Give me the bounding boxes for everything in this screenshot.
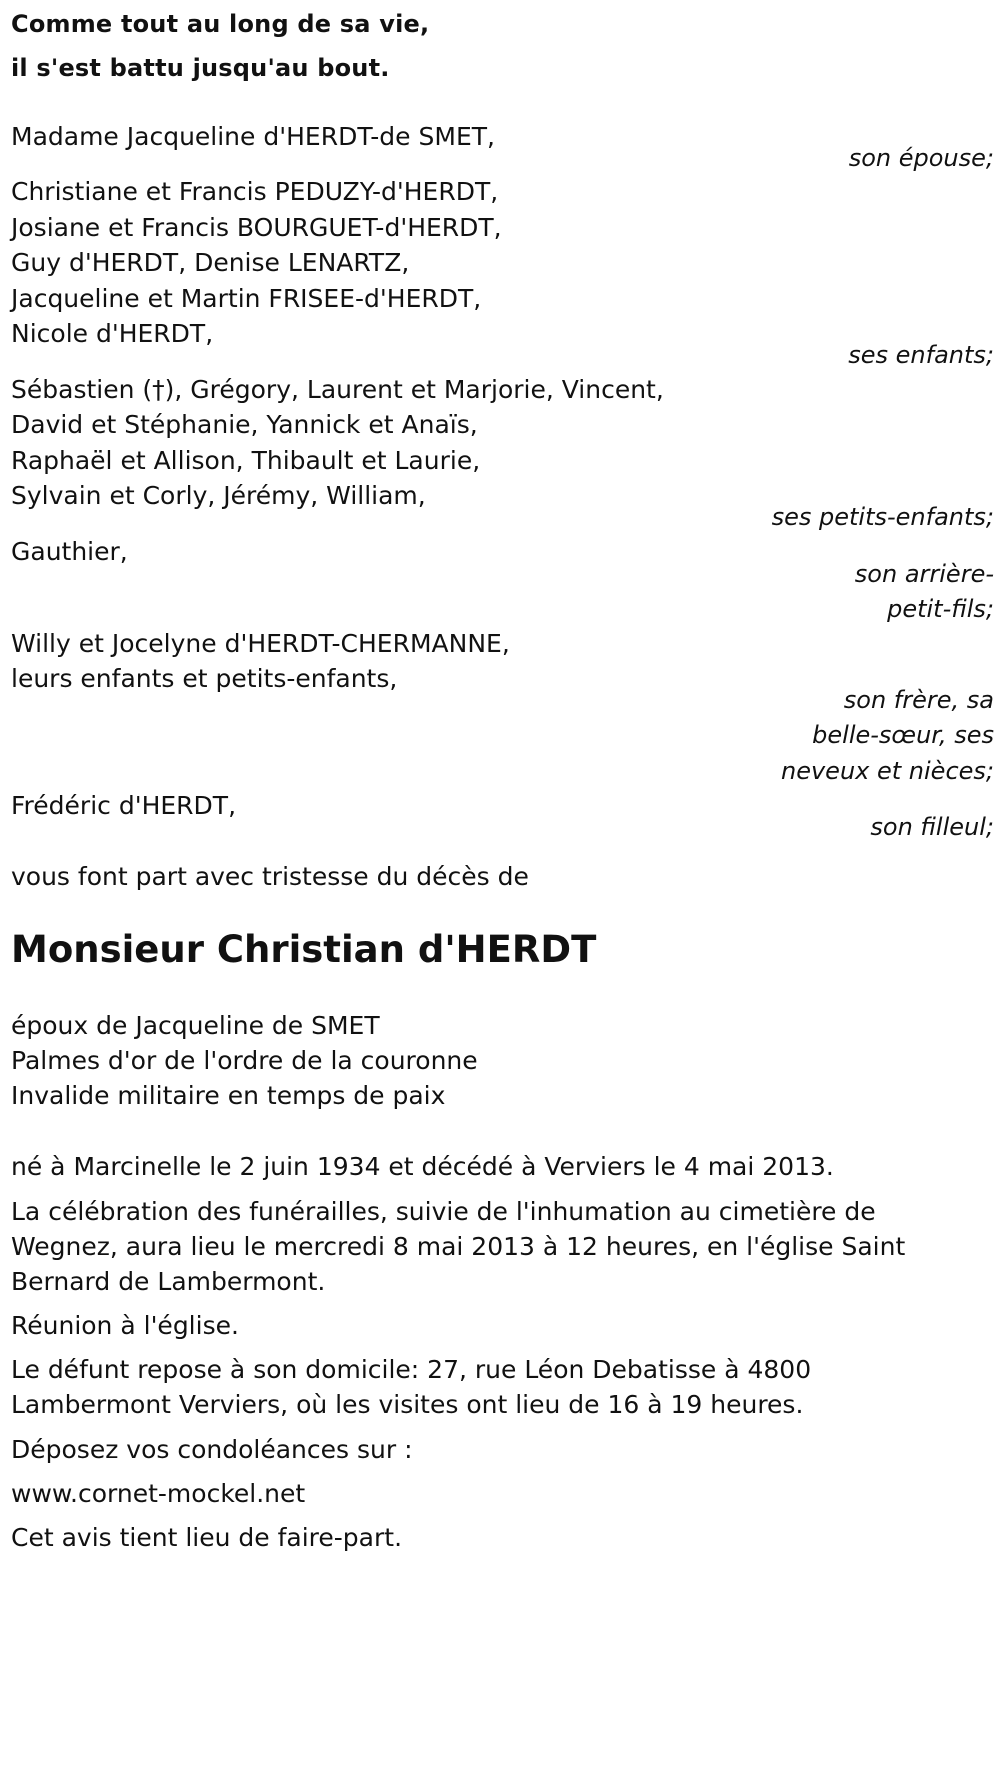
funeral-line: Bernard de Lambermont. — [11, 1267, 326, 1296]
notice-text: Cet avis tient lieu de faire-part. — [11, 1523, 403, 1552]
brother-line: Willy et Jocelyne d'HERDT-CHERMANNE, — [11, 629, 510, 658]
spouse-role: son épouse; — [848, 144, 994, 172]
website-link[interactable]: www.cornet-mockel.net — [11, 1479, 306, 1508]
repose-line: Lambermont Verviers, où les visites ont lieu de 16 à 19 heures. — [11, 1390, 804, 1419]
funeral-line: La célébration des funérailles, suivie de l'inhumation au cimetière de — [11, 1197, 876, 1226]
condolences-text: Déposez vos condoléances sur : — [11, 1435, 413, 1464]
spouse-name: Madame Jacqueline d'HERDT-de SMET, — [11, 122, 495, 151]
meeting-text: Réunion à l'église. — [11, 1311, 239, 1340]
deceased-detail: époux de Jacqueline de SMET — [11, 1011, 380, 1040]
quote-line-2: il s'est battu jusqu'au bout. — [11, 54, 390, 82]
grandchild-line: Sébastien (†), Grégory, Laurent et Marjorie, Vincent, — [11, 375, 664, 404]
children-role: ses enfants; — [848, 341, 994, 369]
birth-death-text: né à Marcinelle le 2 juin 1934 et décédé à Verviers le 4 mai 2013. — [11, 1152, 834, 1181]
grandchild-line: Sylvain et Corly, Jérémy, William, — [11, 481, 426, 510]
deceased-detail: Invalide militaire en temps de paix — [11, 1081, 446, 1110]
brother-line: leurs enfants et petits-enfants, — [11, 664, 398, 693]
brother-role-line: belle-sœur, ses — [812, 721, 994, 749]
repose-line: Le défunt repose à son domicile: 27, rue Léon Debatisse à 4800 — [11, 1355, 812, 1384]
child-line: Josiane et Francis BOURGUET-d'HERDT, — [11, 213, 502, 242]
grandchildren-role: ses petits-enfants; — [771, 503, 994, 531]
deceased-name: Monsieur Christian d'HERDT — [11, 928, 597, 971]
godson-role: son filleul; — [870, 813, 994, 841]
brother-role-line: neveux et nièces; — [781, 757, 994, 785]
great-grandson-role-line: petit-fils; — [887, 595, 994, 623]
godson-name: Frédéric d'HERDT, — [11, 791, 237, 820]
announcement-text: vous font part avec tristesse du décès de — [11, 862, 529, 891]
child-line: Jacqueline et Martin FRISEE-d'HERDT, — [11, 284, 482, 313]
great-grandson-name: Gauthier, — [11, 537, 128, 566]
child-line: Christiane et Francis PEDUZY-d'HERDT, — [11, 177, 499, 206]
quote-line-1: Comme tout au long de sa vie, — [11, 10, 430, 38]
brother-role-line: son frère, sa — [843, 686, 994, 714]
deceased-detail: Palmes d'or de l'ordre de la couronne — [11, 1046, 478, 1075]
funeral-line: Wegnez, aura lieu le mercredi 8 mai 2013 à 12 heures, en l'église Saint — [11, 1232, 906, 1261]
child-line: Nicole d'HERDT, — [11, 319, 214, 348]
child-line: Guy d'HERDT, Denise LENARTZ, — [11, 248, 410, 277]
great-grandson-role-line: son arrière- — [854, 560, 994, 588]
grandchild-line: Raphaël et Allison, Thibault et Laurie, — [11, 446, 481, 475]
grandchild-line: David et Stéphanie, Yannick et Anaïs, — [11, 410, 478, 439]
